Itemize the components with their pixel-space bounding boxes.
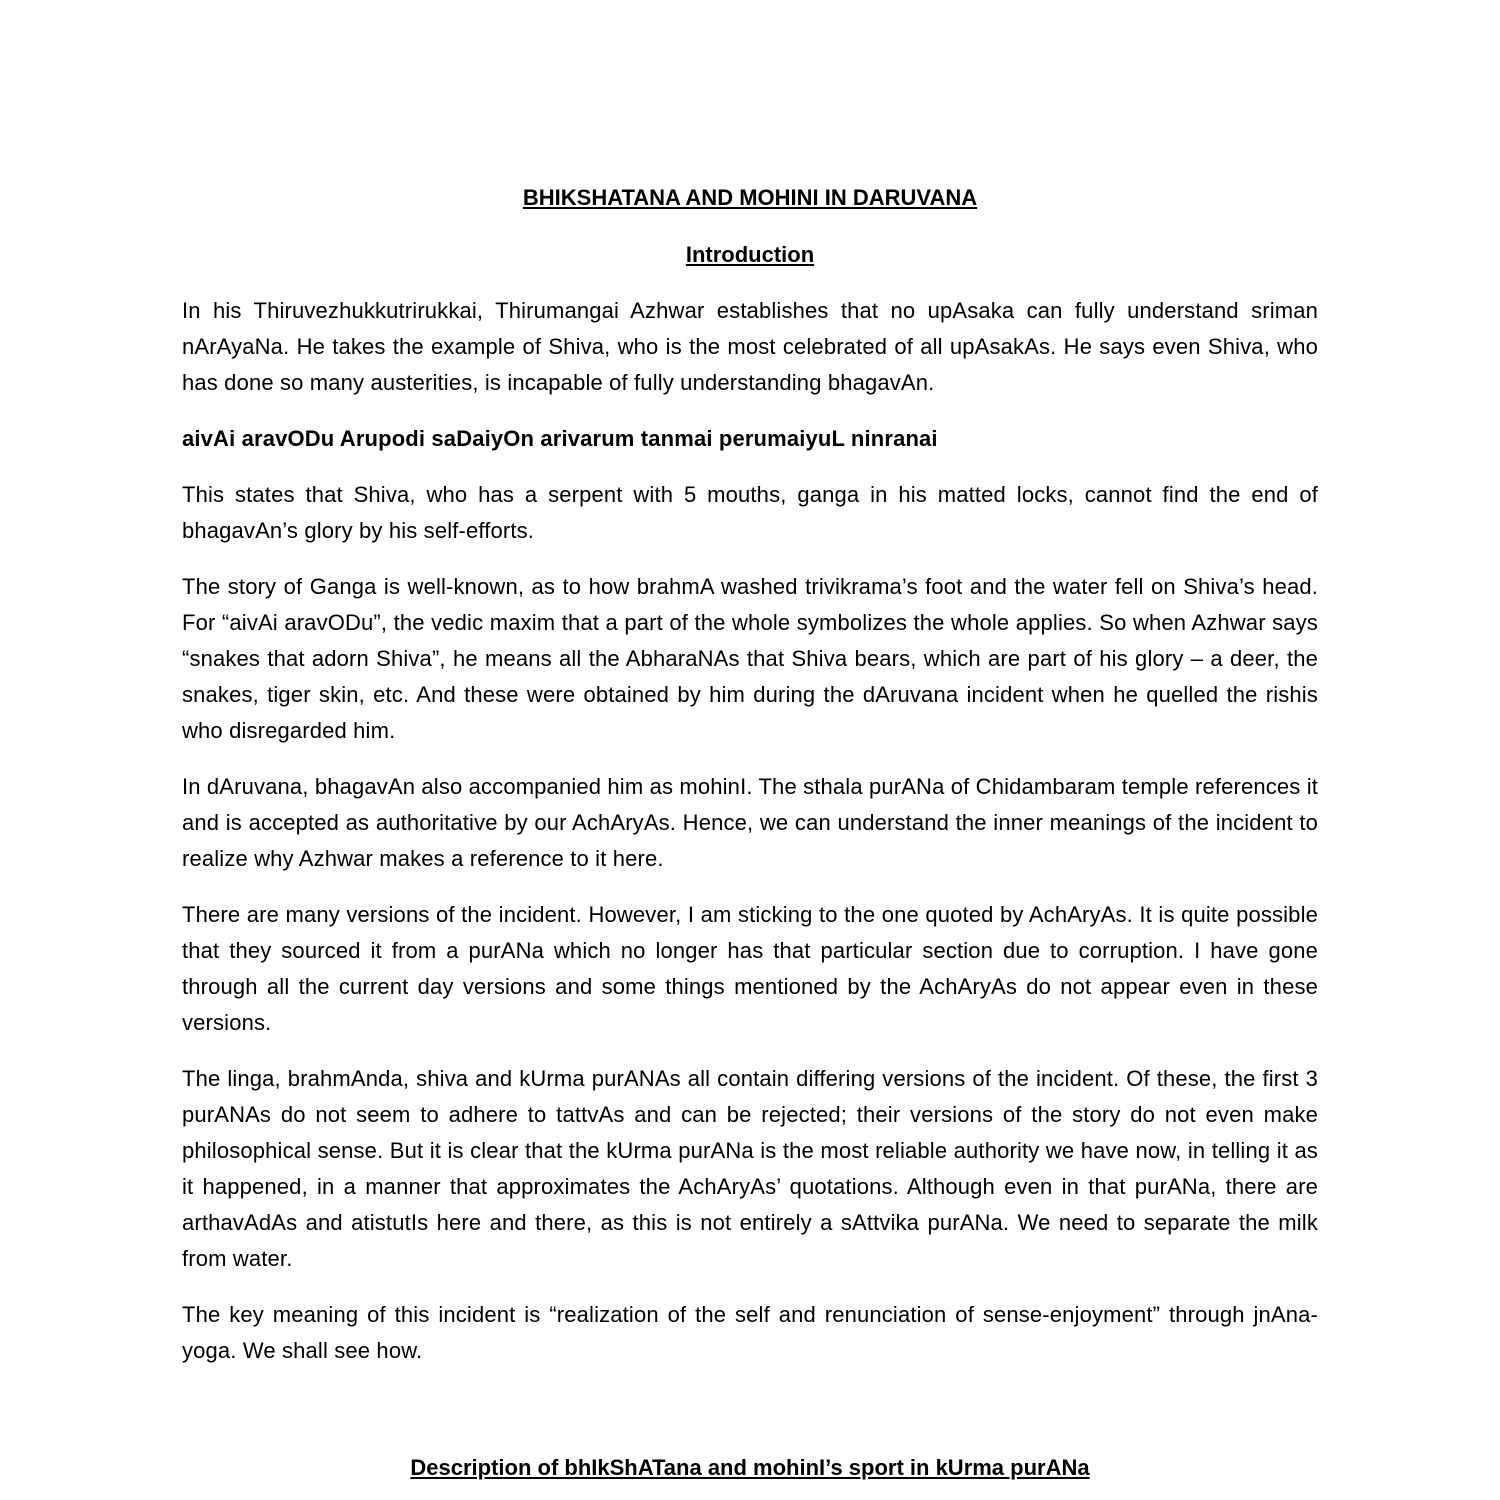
paragraph-versions: There are many versions of the incident. However, I am sticking to the one quoted by AchAryAs. It is quite possible that they sourced it from a purANa which no longer has that particular section due to corruption. I have gone through all the current day versions and some things mentioned by the AchAryAs do not appear even in these versions.: [182, 902, 1318, 1035]
document-title: BHIKSHATANA AND MOHINI IN DARUVANA: [522, 185, 978, 210]
paragraph-daruvana-mohini: In dAruvana, bhagavAn also accompanied him as mohinI. The sthala purANa of Chidambaram temple references it and is accepted as authoritative by our AchAryAs. Hence, we can understand the inner meanings of the incident to realize why Azhwar makes a reference to it here.: [182, 774, 1318, 871]
paragraph-shiva-serpent: This states that Shiva, who has a serpent with 5 mouths, ganga in his matted locks, cannot find the end of bhagavAn’s glory by his self-efforts.: [182, 482, 1318, 543]
verse-quote: aivAi aravODu Arupodi saDaiyOn arivarum tanmai perumaiyuL ninranai: [182, 426, 938, 451]
paragraph-key-meaning: The key meaning of this incident is “realization of the self and renunciation of sense-enjoyment” through jnAna-yoga. We shall see how.: [182, 1302, 1318, 1363]
paragraph-puranas: The linga, brahmAnda, shiva and kUrma purANAs all contain differing versions of the incident. Of these, the first 3 purANAs do not seem to adhere to tattvAs and can be rejected; their versions of the story do not even make philosophical sense. But it is clear that the kUrma purANa is the most reliable authority we have now, in telling it as it happened, in a manner that approximates the AchAryAs’ quotations. Although even in that purANa, there are arthavAdAs and atistutIs here and there, as this is not entirely a sAttvika purANa. We need to separate the milk from water.: [182, 1066, 1318, 1271]
paragraph-ganga-story: The story of Ganga is well-known, as to how brahmA washed trivikrama’s foot and the water fell on Shiva’s head. For “aivAi aravODu”, the vedic maxim that a part of the whole symbolizes the whole applies. So when Azhwar says “snakes that adorn Shiva”, he means all the AbharaNAs that Shiva bears, which are part of his glory – a deer, the snakes, tiger skin, etc. And these were obtained by him during the dAruvana incident when he quelled the rishis who disregarded him.: [182, 574, 1318, 743]
document-page: [182, 180, 1318, 1480]
paragraph-intro: In his Thiruvezhukkutrirukkai, Thirumangai Azhwar establishes that no upAsaka can fully understand sriman nArAyaNa. He takes the example of Shiva, who is the most celebrated of all upAsakAs. He says even Shiva, who has done so many austerities, is incapable of fully understanding bhagavAn.: [182, 298, 1318, 395]
section-heading: Description of bhIkShATana and mohinI’s sport in kUrma purANa: [410, 1455, 1090, 1480]
introduction-heading: Introduction: [685, 242, 815, 267]
